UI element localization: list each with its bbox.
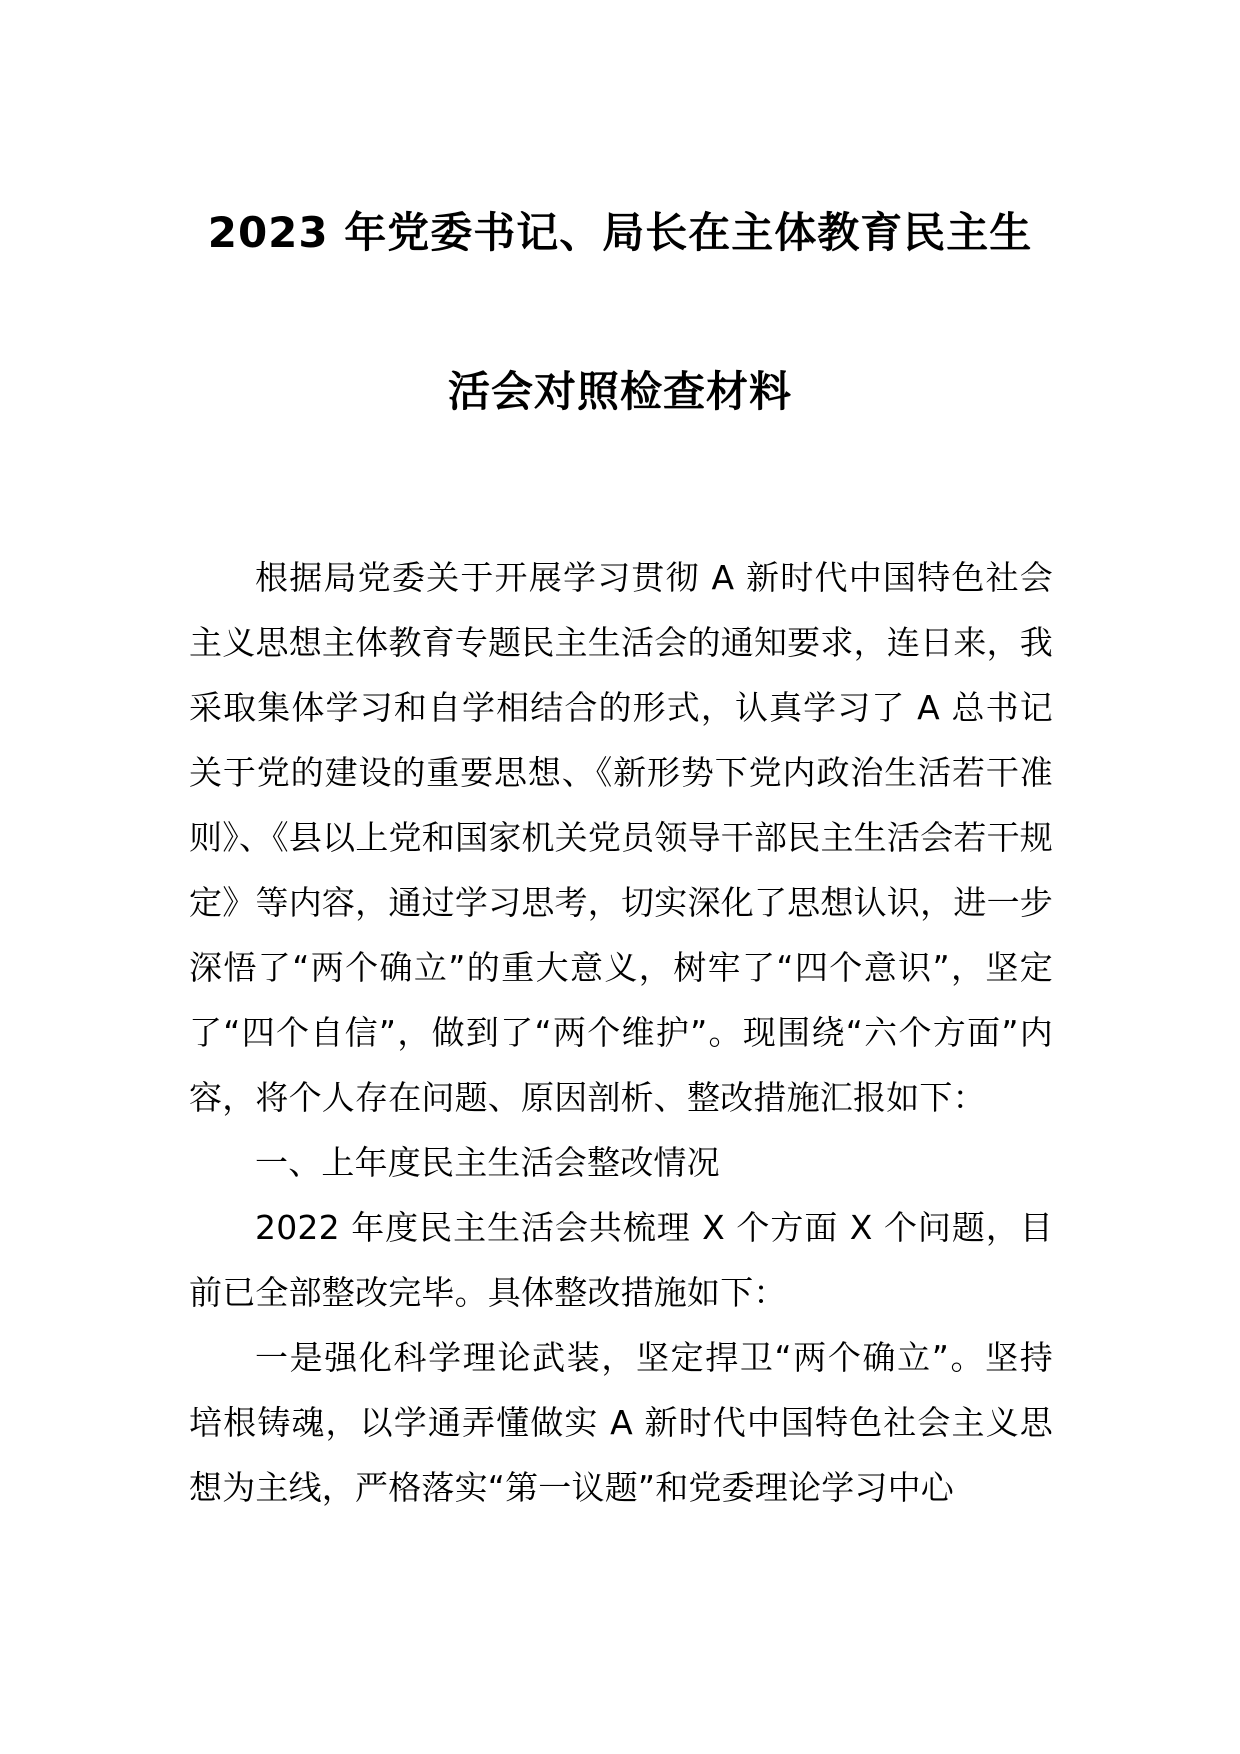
document-body bbox=[189, 545, 1053, 1520]
paragraph-summary: 2022 年度民主生活会共梳理 X 个方面 X 个问题，目前已全部整改完毕。具体整改措施如下： bbox=[189, 1208, 1053, 1312]
document-title-line-1: 2023 年党委书记、局长在主体教育民主生 bbox=[207, 208, 1033, 257]
paragraph-intro: 根据局党委关于开展学习贯彻 A 新时代中国特色社会主义思想主体教育专题民主生活会的通知要求，连日来，我采取集体学习和自学相结合的形式，认真学习了 A 总书记关于党的建设的重要思想、《新形势下党内政治生活若干准则》、《县以上党和国家机关党员领导干部民主生活会若干规定》等内容，通过学习思考，切实深化了思想认识，进一步深悟了“两个确立”的重大意义，树牢了“四个意识”，坚定了“四个自信”，做到了“两个维护”。现围绕“六个方面”内容，将个人存在问题、原因剖析、整改措施汇报如下： bbox=[189, 558, 1053, 1117]
document-title-line-2: 活会对照检查材料 bbox=[447, 367, 792, 416]
section-heading-1: 一、上年度民主生活会整改情况 bbox=[255, 1143, 720, 1182]
paragraph-measure-1: 一是强化科学理论武装，坚定捍卫“两个确立”。坚持培根铸魂，以学通弄懂做实 A 新时代中国特色社会主义思想为主线，严格落实“第一议题”和党委理论学习中心 bbox=[189, 1338, 1053, 1507]
